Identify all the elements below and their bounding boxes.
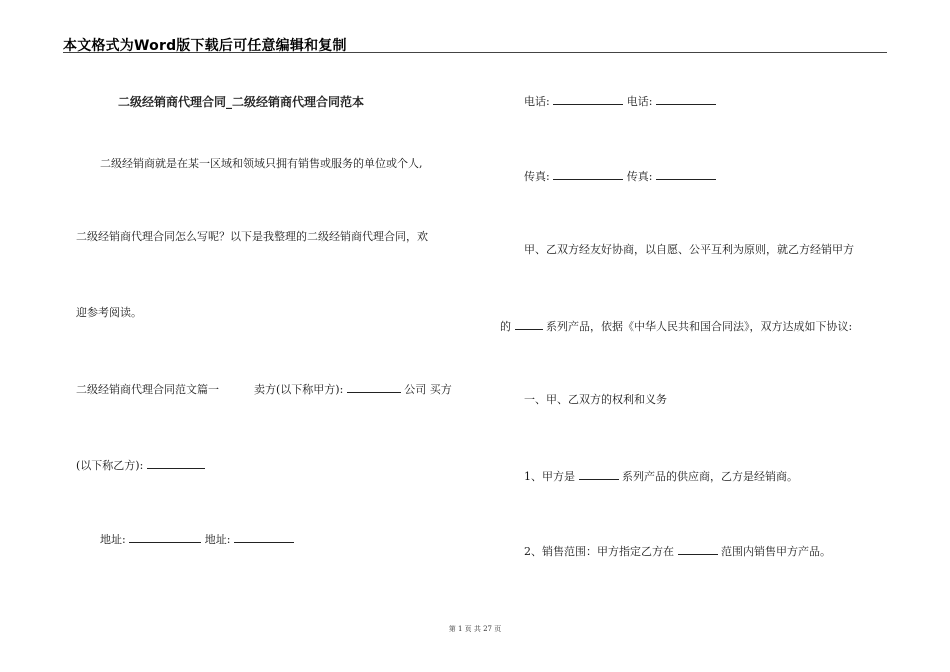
buyer-line [76,457,205,473]
buyer-blank [147,457,205,469]
clause-2-suffix: 范围内销售甲方产品。 [721,545,831,558]
agreement-suffix: 系列产品，依据《中华人民共和国合同法》，双方达成如下协议: [546,320,853,333]
buyer-label: (以下称乙方): [76,459,144,472]
address-label-seller: 地址: [100,533,126,546]
clause-1-blank [579,468,619,480]
sample-heading: 二级经销商代理合同范文篇一 [76,383,219,396]
contract-party-line [76,381,452,397]
product-series-blank [515,318,543,330]
address-blank-buyer [234,531,294,543]
address-line [100,531,294,547]
fax-blank-buyer [656,168,716,180]
company-buyer-text: 公司 买方 [404,383,452,396]
fax-label-seller: 传真: [524,170,550,183]
page-number: 第 1 页 共 27 页 [448,625,502,633]
phone-label-buyer: 电话: [626,95,653,108]
seller-label: 卖方(以下称甲方): [254,383,344,396]
fax-line [524,168,716,184]
clause-1 [524,468,798,484]
intro-line-3: 迎参考阅读。 [76,306,142,319]
phone-label-seller: 电话: [524,95,550,108]
intro-line-2: 二级经销商代理合同怎么写呢？以下是我整理的二级经销商代理合同，欢 [76,230,428,243]
document-title: 二级经销商代理合同_二级经销商代理合同范本 [118,95,365,109]
fax-label-buyer: 传真: [626,170,653,183]
header-divider [63,52,887,53]
fax-blank-seller [553,168,623,180]
section-heading-rights: 一、甲、乙双方的权利和义务 [524,393,667,406]
agreement-line-1: 甲、乙双方经友好协商，以自愿、公平互利为原则，就乙方经销甲方 [524,243,854,256]
clause-1-suffix: 系列产品的供应商，乙方是经销商。 [622,470,798,483]
phone-blank-seller [553,93,623,105]
clause-1-prefix: 1、甲方是 [524,470,575,483]
clause-2-prefix: 2、销售范围：甲方指定乙方在 [524,545,674,558]
phone-line [524,93,716,109]
document-header: 本文格式为Word版下载后可任意编辑和复制 [63,38,347,54]
clause-2-blank [678,543,718,555]
clause-2 [524,543,831,559]
agreement-line-2 [500,318,852,334]
address-blank-seller [129,531,201,543]
intro-line-1: 二级经销商就是在某一区域和领域只拥有销售或服务的单位或个人, [100,157,423,170]
phone-blank-buyer [656,93,716,105]
seller-blank [347,381,401,393]
agreement-prefix: 的 [500,320,511,333]
address-label-buyer: 地址: [204,533,231,546]
